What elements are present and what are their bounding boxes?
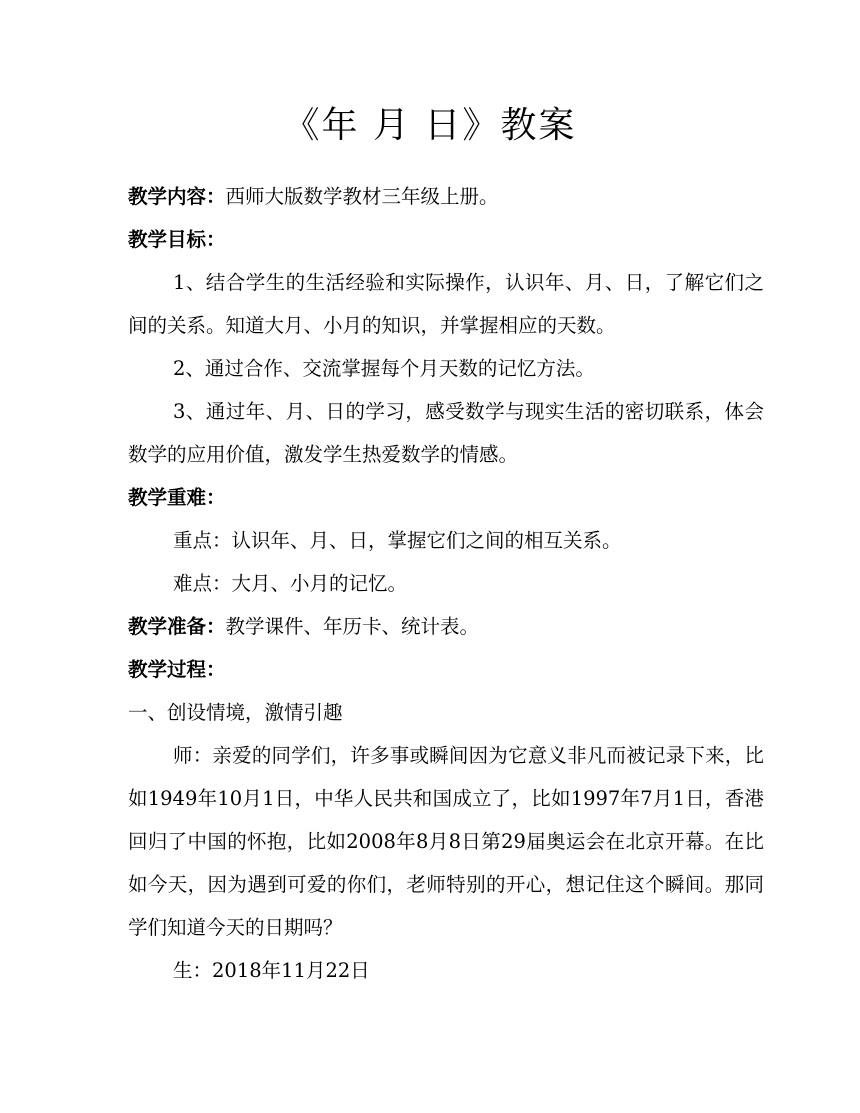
teaching-goals-label: 教学目标：: [128, 228, 226, 251]
difficult-point: 难点：大月、小月的记忆。: [173, 572, 408, 595]
goal-item-1: 1、结合学生的生活经验和实际操作，认识年、月、日，了解它们之间的关系。知道大月、小月的知识，并掌握相应的天数。: [128, 271, 764, 337]
teaching-prep-label: 教学准备：: [128, 615, 226, 638]
goal-item-2: 2、通过合作、交流掌握每个月天数的记忆方法。: [173, 357, 595, 380]
section-1-heading: 一、创设情境，激情引趣: [128, 701, 343, 724]
teaching-process-label: 教学过程：: [128, 658, 226, 681]
teaching-difficulty-label: 教学重难：: [128, 486, 226, 509]
teaching-difficulty-heading: [128, 476, 764, 519]
teaching-content-line: [128, 175, 764, 218]
teaching-goals-heading: [128, 218, 764, 261]
goal-item-3: 3、通过年、月、日的学习，感受数学与现实生活的密切联系，体会数学的应用价值，激发学生热爱数学的情感。: [128, 400, 764, 466]
teaching-content-label: 教学内容：: [128, 185, 226, 208]
teaching-prep-line: [128, 605, 764, 648]
student-reply: 生：2018年11月22日: [173, 959, 370, 982]
teaching-process-heading: [128, 648, 764, 691]
key-point: 重点：认识年、月、日，掌握它们之间的相互关系。: [173, 529, 622, 552]
document-body: [128, 175, 764, 992]
teacher-speech: 师：亲爱的同学们，许多事或瞬间因为它意义非凡而被记录下来，比如1949年10月1日，中华人民共和国成立了，比如1997年7月1日，香港回归了中国的怀抱，比如2008年8月8日第29届奥运会在北京开幕。在比如今天，因为遇到可爱的你们，老师特别的开心，想记住这个瞬间。那同学们知道今天的日期吗？: [128, 744, 764, 939]
teaching-content-text: 西师大版数学教材三年级上册。: [225, 185, 499, 208]
teaching-prep-text: 教学课件、年历卡、统计表。: [225, 615, 480, 638]
document-title: 《年 月 日》教案: [283, 105, 577, 146]
